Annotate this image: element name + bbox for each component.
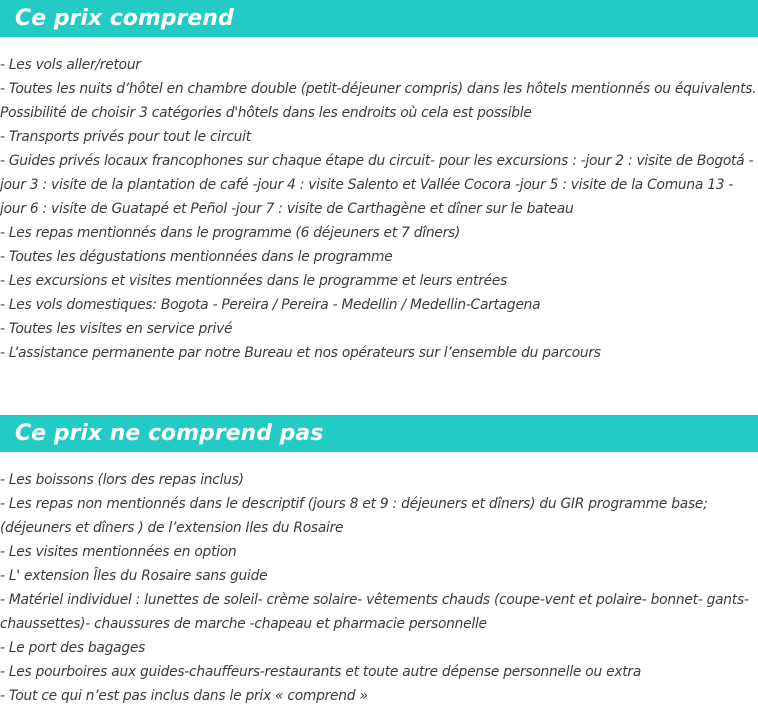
list-item: - Toutes les visites en service privé	[0, 321, 233, 337]
list-item: - Les repas non mentionnés dans le descriptif (jours 8 et 9 : déjeuners et dîners) du GIR programme base; (déjeuners et dîners ) de l’extension Iles du Rosaire	[0, 496, 708, 536]
list-item: - Toutes les nuits d’hôtel en chambre double (petit-déjeuner compris) dans les hôtels mentionnés ou équivalents. Possibilité de choisir 3 catégories d'hôtels dans les endroits où cela est possible	[0, 81, 757, 121]
list-item: - Les vols aller/retour	[0, 57, 141, 73]
list-item: - Toutes les dégustations mentionnées dans le programme	[0, 249, 393, 265]
list-item: - Les boissons (lors des repas inclus)	[0, 472, 244, 488]
excludes-list	[0, 468, 758, 708]
section-title-excludes: Ce prix ne comprend pas	[0, 415, 758, 452]
list-item: - Les vols domestiques: Bogota - Pereira / Pereira - Medellin / Medellin-Cartagena	[0, 297, 541, 313]
list-item: - Les pourboires aux guides-chauffeurs-restaurants et toute autre dépense personnelle ou extra	[0, 664, 642, 680]
list-item: - Tout ce qui n’est pas inclus dans le prix « comprend »	[0, 688, 368, 704]
section-title-includes: Ce prix comprend	[0, 0, 758, 37]
list-item: - Les repas mentionnés dans le programme (6 déjeuners et 7 dîners)	[0, 225, 461, 241]
list-item: - Guides privés locaux francophones sur chaque étape du circuit- pour les excursions : -jour 2 : visite de Bogotá -jour 3 : visite de la plantation de café -jour 4 : visite Salento et Vallée Cocora -jour 5 : visite de la Comuna 13 -jour 6 : visite de Guatapé et Peñol -jour 7 : visite de Carthagène et dîner sur le bateau	[0, 153, 754, 217]
includes-list	[0, 53, 758, 365]
list-item: - Les excursions et visites mentionnées dans le programme et leurs entrées	[0, 273, 508, 289]
list-item: - L' extension Îles du Rosaire sans guide	[0, 568, 268, 584]
list-item: - Transports privés pour tout le circuit	[0, 129, 251, 145]
list-item: - Matériel individuel : lunettes de soleil- crème solaire- vêtements chauds (coupe-vent et polaire- bonnet- gants- chaussettes)- chaussures de marche -chapeau et pharmacie personnelle	[0, 592, 749, 632]
list-item: - Le port des bagages	[0, 640, 146, 656]
list-item: - Les visites mentionnées en option	[0, 544, 237, 560]
list-item: - L’assistance permanente par notre Bureau et nos opérateurs sur l’ensemble du parcours	[0, 345, 601, 361]
